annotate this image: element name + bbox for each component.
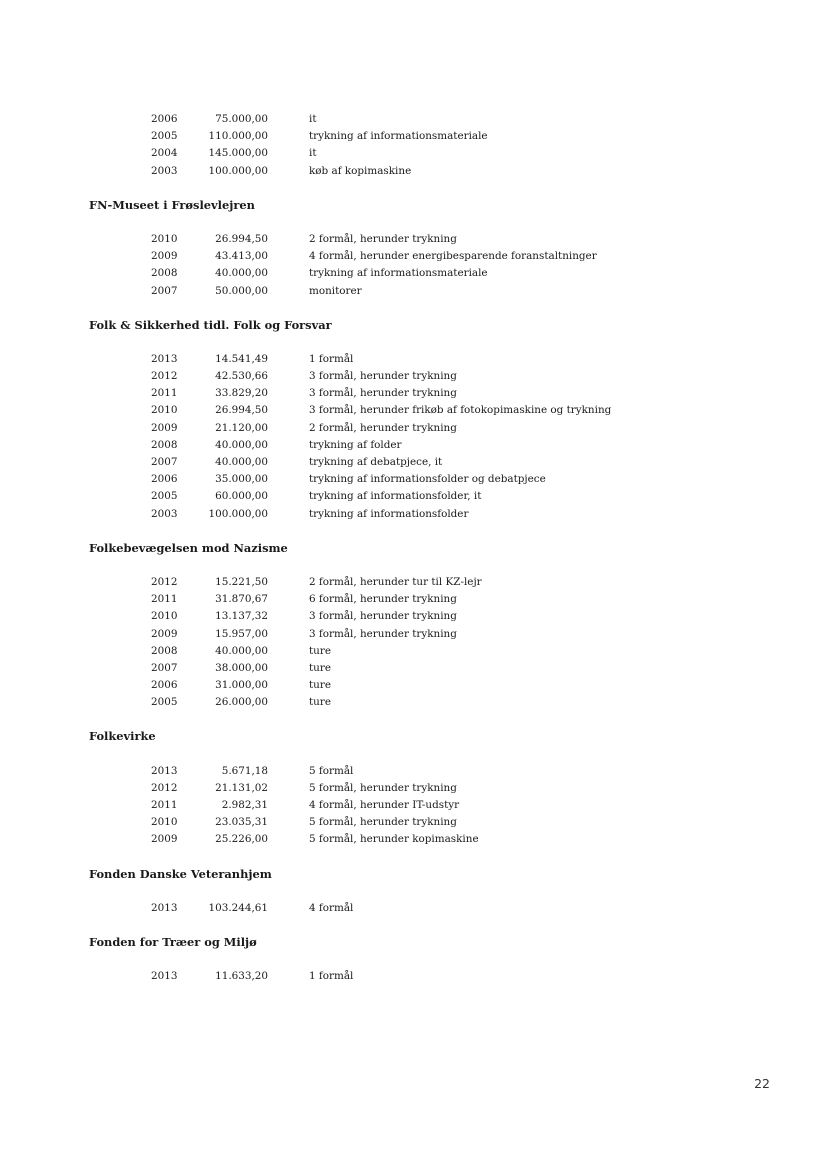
table-row	[89, 780, 739, 797]
amount-cell: 14.541,49	[215, 352, 268, 365]
table-row	[89, 265, 739, 282]
amount-cell: 110.000,00	[208, 130, 268, 143]
year-cell: 2005	[151, 696, 178, 709]
table-row	[89, 677, 739, 694]
amount-cell: 103.244,61	[208, 901, 268, 914]
amount-cell: 43.413,00	[215, 250, 268, 263]
purpose-cell: it	[309, 113, 317, 125]
table-row	[89, 385, 739, 402]
table-row	[89, 763, 739, 780]
purpose-cell: 5 formål, herunder trykning	[309, 781, 457, 794]
sections-container	[89, 197, 739, 986]
section	[89, 866, 739, 917]
amount-cell: 31.870,67	[215, 593, 268, 606]
amount-cell: 2.982,31	[221, 799, 268, 811]
table-row	[89, 574, 739, 591]
section	[89, 934, 739, 985]
table-row	[89, 145, 739, 162]
amount-cell: 50.000,00	[215, 284, 268, 297]
purpose-cell: 4 formål, herunder IT-udstyr	[309, 799, 460, 811]
year-cell: 2009	[151, 833, 178, 846]
year-cell: 2010	[151, 404, 178, 417]
year-cell: 2012	[151, 575, 178, 588]
year-cell: 2011	[151, 799, 178, 811]
amount-cell: 40.000,00	[215, 438, 268, 451]
purpose-cell: trykning af debatpjece, it	[309, 456, 443, 468]
purpose-cell: trykning af folder	[309, 438, 402, 451]
year-cell: 2008	[151, 438, 178, 451]
year-cell: 2005	[151, 130, 178, 143]
amount-cell: 38.000,00	[215, 661, 268, 674]
amount-cell: 11.633,20	[215, 970, 268, 983]
purpose-cell: 4 formål, herunder energibesparende foranstaltninger	[309, 250, 597, 263]
table-row	[89, 626, 739, 643]
year-cell: 2012	[151, 370, 178, 383]
year-cell: 2006	[151, 113, 178, 125]
amount-cell: 26.994,50	[215, 404, 268, 417]
table-row	[89, 111, 739, 128]
section-heading: Fonden Danske Veteranhjem	[89, 866, 272, 881]
purpose-cell: 3 formål, herunder frikøb af fotokopimaskine og trykning	[309, 404, 612, 417]
table-row	[89, 831, 739, 848]
table-row	[89, 694, 739, 711]
year-cell: 2009	[151, 250, 178, 263]
purpose-cell: 5 formål	[309, 764, 354, 777]
section-heading: Folkevirke	[89, 729, 156, 744]
purpose-cell: it	[309, 147, 317, 160]
year-cell: 2010	[151, 816, 178, 829]
year-cell: 2008	[151, 644, 178, 657]
amount-cell: 25.226,00	[215, 833, 268, 846]
table-row	[89, 163, 739, 180]
year-cell: 2007	[151, 661, 178, 674]
table-row	[89, 643, 739, 660]
amount-cell: 100.000,00	[208, 507, 268, 520]
purpose-cell: 1 formål	[309, 970, 354, 983]
year-cell: 2011	[151, 593, 178, 606]
purpose-cell: trykning af informationsmateriale	[309, 267, 488, 280]
section	[89, 317, 739, 523]
table-row	[89, 900, 739, 917]
purpose-cell: 2 formål, herunder trykning	[309, 232, 457, 245]
table-row	[89, 506, 739, 523]
amount-cell: 145.000,00	[208, 147, 268, 160]
amount-cell: 26.000,00	[215, 696, 268, 709]
section	[89, 197, 739, 300]
year-cell: 2007	[151, 284, 178, 297]
section-heading: Folk & Sikkerhed tidl. Folk og Forsvar	[89, 317, 332, 332]
purpose-cell: 2 formål, herunder trykning	[309, 421, 457, 434]
year-cell: 2009	[151, 421, 178, 434]
purpose-cell: 4 formål	[309, 901, 354, 914]
table-row	[89, 128, 739, 145]
table-row	[89, 814, 739, 831]
year-cell: 2006	[151, 473, 178, 486]
amount-cell: 23.035,31	[215, 816, 268, 829]
amount-cell: 35.000,00	[215, 473, 268, 486]
purpose-cell: ture	[309, 661, 331, 674]
amount-cell: 15.957,00	[215, 627, 268, 640]
table-row	[89, 437, 739, 454]
table-row	[89, 488, 739, 505]
year-cell: 2006	[151, 679, 178, 692]
table-row	[89, 402, 739, 419]
table-row	[89, 471, 739, 488]
table-row	[89, 608, 739, 625]
purpose-cell: monitorer	[309, 284, 362, 297]
amount-cell: 60.000,00	[215, 490, 268, 503]
purpose-cell: ture	[309, 696, 331, 709]
amount-cell: 13.137,32	[215, 610, 268, 623]
purpose-cell: trykning af informationsfolder, it	[309, 490, 482, 503]
year-cell: 2013	[151, 901, 178, 914]
amount-cell: 100.000,00	[208, 164, 268, 177]
purpose-cell: 1 formål	[309, 352, 354, 365]
intro-rows	[89, 111, 739, 180]
purpose-cell: 6 formål, herunder trykning	[309, 593, 457, 606]
table-row	[89, 797, 739, 814]
amount-cell: 31.000,00	[215, 679, 268, 692]
purpose-cell: trykning af informationsmateriale	[309, 130, 488, 143]
purpose-cell: 5 formål, herunder trykning	[309, 816, 457, 829]
year-cell: 2010	[151, 610, 178, 623]
year-cell: 2012	[151, 781, 178, 794]
year-cell: 2003	[151, 164, 178, 177]
year-cell: 2005	[151, 490, 178, 503]
table-row	[89, 660, 739, 677]
purpose-cell: trykning af informationsfolder	[309, 507, 469, 520]
amount-cell: 33.829,20	[215, 387, 268, 400]
amount-cell: 40.000,00	[215, 456, 268, 468]
table-row	[89, 420, 739, 437]
purpose-cell: køb af kopimaskine	[309, 164, 412, 177]
purpose-cell: trykning af informationsfolder og debatpjece	[309, 473, 546, 486]
purpose-cell: 3 formål, herunder trykning	[309, 387, 457, 400]
table-row	[89, 968, 739, 985]
purpose-cell: 5 formål, herunder kopimaskine	[309, 833, 479, 846]
purpose-cell: 3 formål, herunder trykning	[309, 627, 457, 640]
year-cell: 2009	[151, 627, 178, 640]
year-cell: 2004	[151, 147, 178, 160]
amount-cell: 26.994,50	[215, 232, 268, 245]
section-heading: Folkebevægelsen mod Nazisme	[89, 540, 288, 555]
table-row	[89, 591, 739, 608]
year-cell: 2013	[151, 970, 178, 983]
amount-cell: 21.131,02	[215, 781, 268, 794]
table-row	[89, 368, 739, 385]
year-cell: 2013	[151, 352, 178, 365]
year-cell: 2003	[151, 507, 178, 520]
table-row	[89, 231, 739, 248]
section	[89, 540, 739, 712]
amount-cell: 5.671,18	[221, 764, 268, 777]
year-cell: 2007	[151, 456, 178, 468]
purpose-cell: 2 formål, herunder tur til KZ-lejr	[309, 575, 482, 588]
amount-cell: 15.221,50	[215, 575, 268, 588]
table-row	[89, 454, 739, 471]
year-cell: 2013	[151, 764, 178, 777]
amount-cell: 21.120,00	[215, 421, 268, 434]
amount-cell: 40.000,00	[215, 267, 268, 280]
page-number: 22	[754, 1076, 770, 1091]
amount-cell: 40.000,00	[215, 644, 268, 657]
purpose-cell: 3 formål, herunder trykning	[309, 610, 457, 623]
year-cell: 2008	[151, 267, 178, 280]
section-heading: FN-Museet i Frøslevlejren	[89, 197, 255, 212]
amount-cell: 75.000,00	[215, 113, 268, 125]
purpose-cell: ture	[309, 679, 331, 692]
table-row	[89, 248, 739, 265]
amount-cell: 42.530,66	[215, 370, 268, 383]
table-row	[89, 351, 739, 368]
document-content	[89, 111, 739, 985]
year-cell: 2010	[151, 232, 178, 245]
section	[89, 728, 739, 848]
section-heading: Fonden for Træer og Miljø	[89, 934, 257, 949]
purpose-cell: 3 formål, herunder trykning	[309, 370, 457, 383]
year-cell: 2011	[151, 387, 178, 400]
purpose-cell: ture	[309, 644, 331, 657]
table-row	[89, 283, 739, 300]
